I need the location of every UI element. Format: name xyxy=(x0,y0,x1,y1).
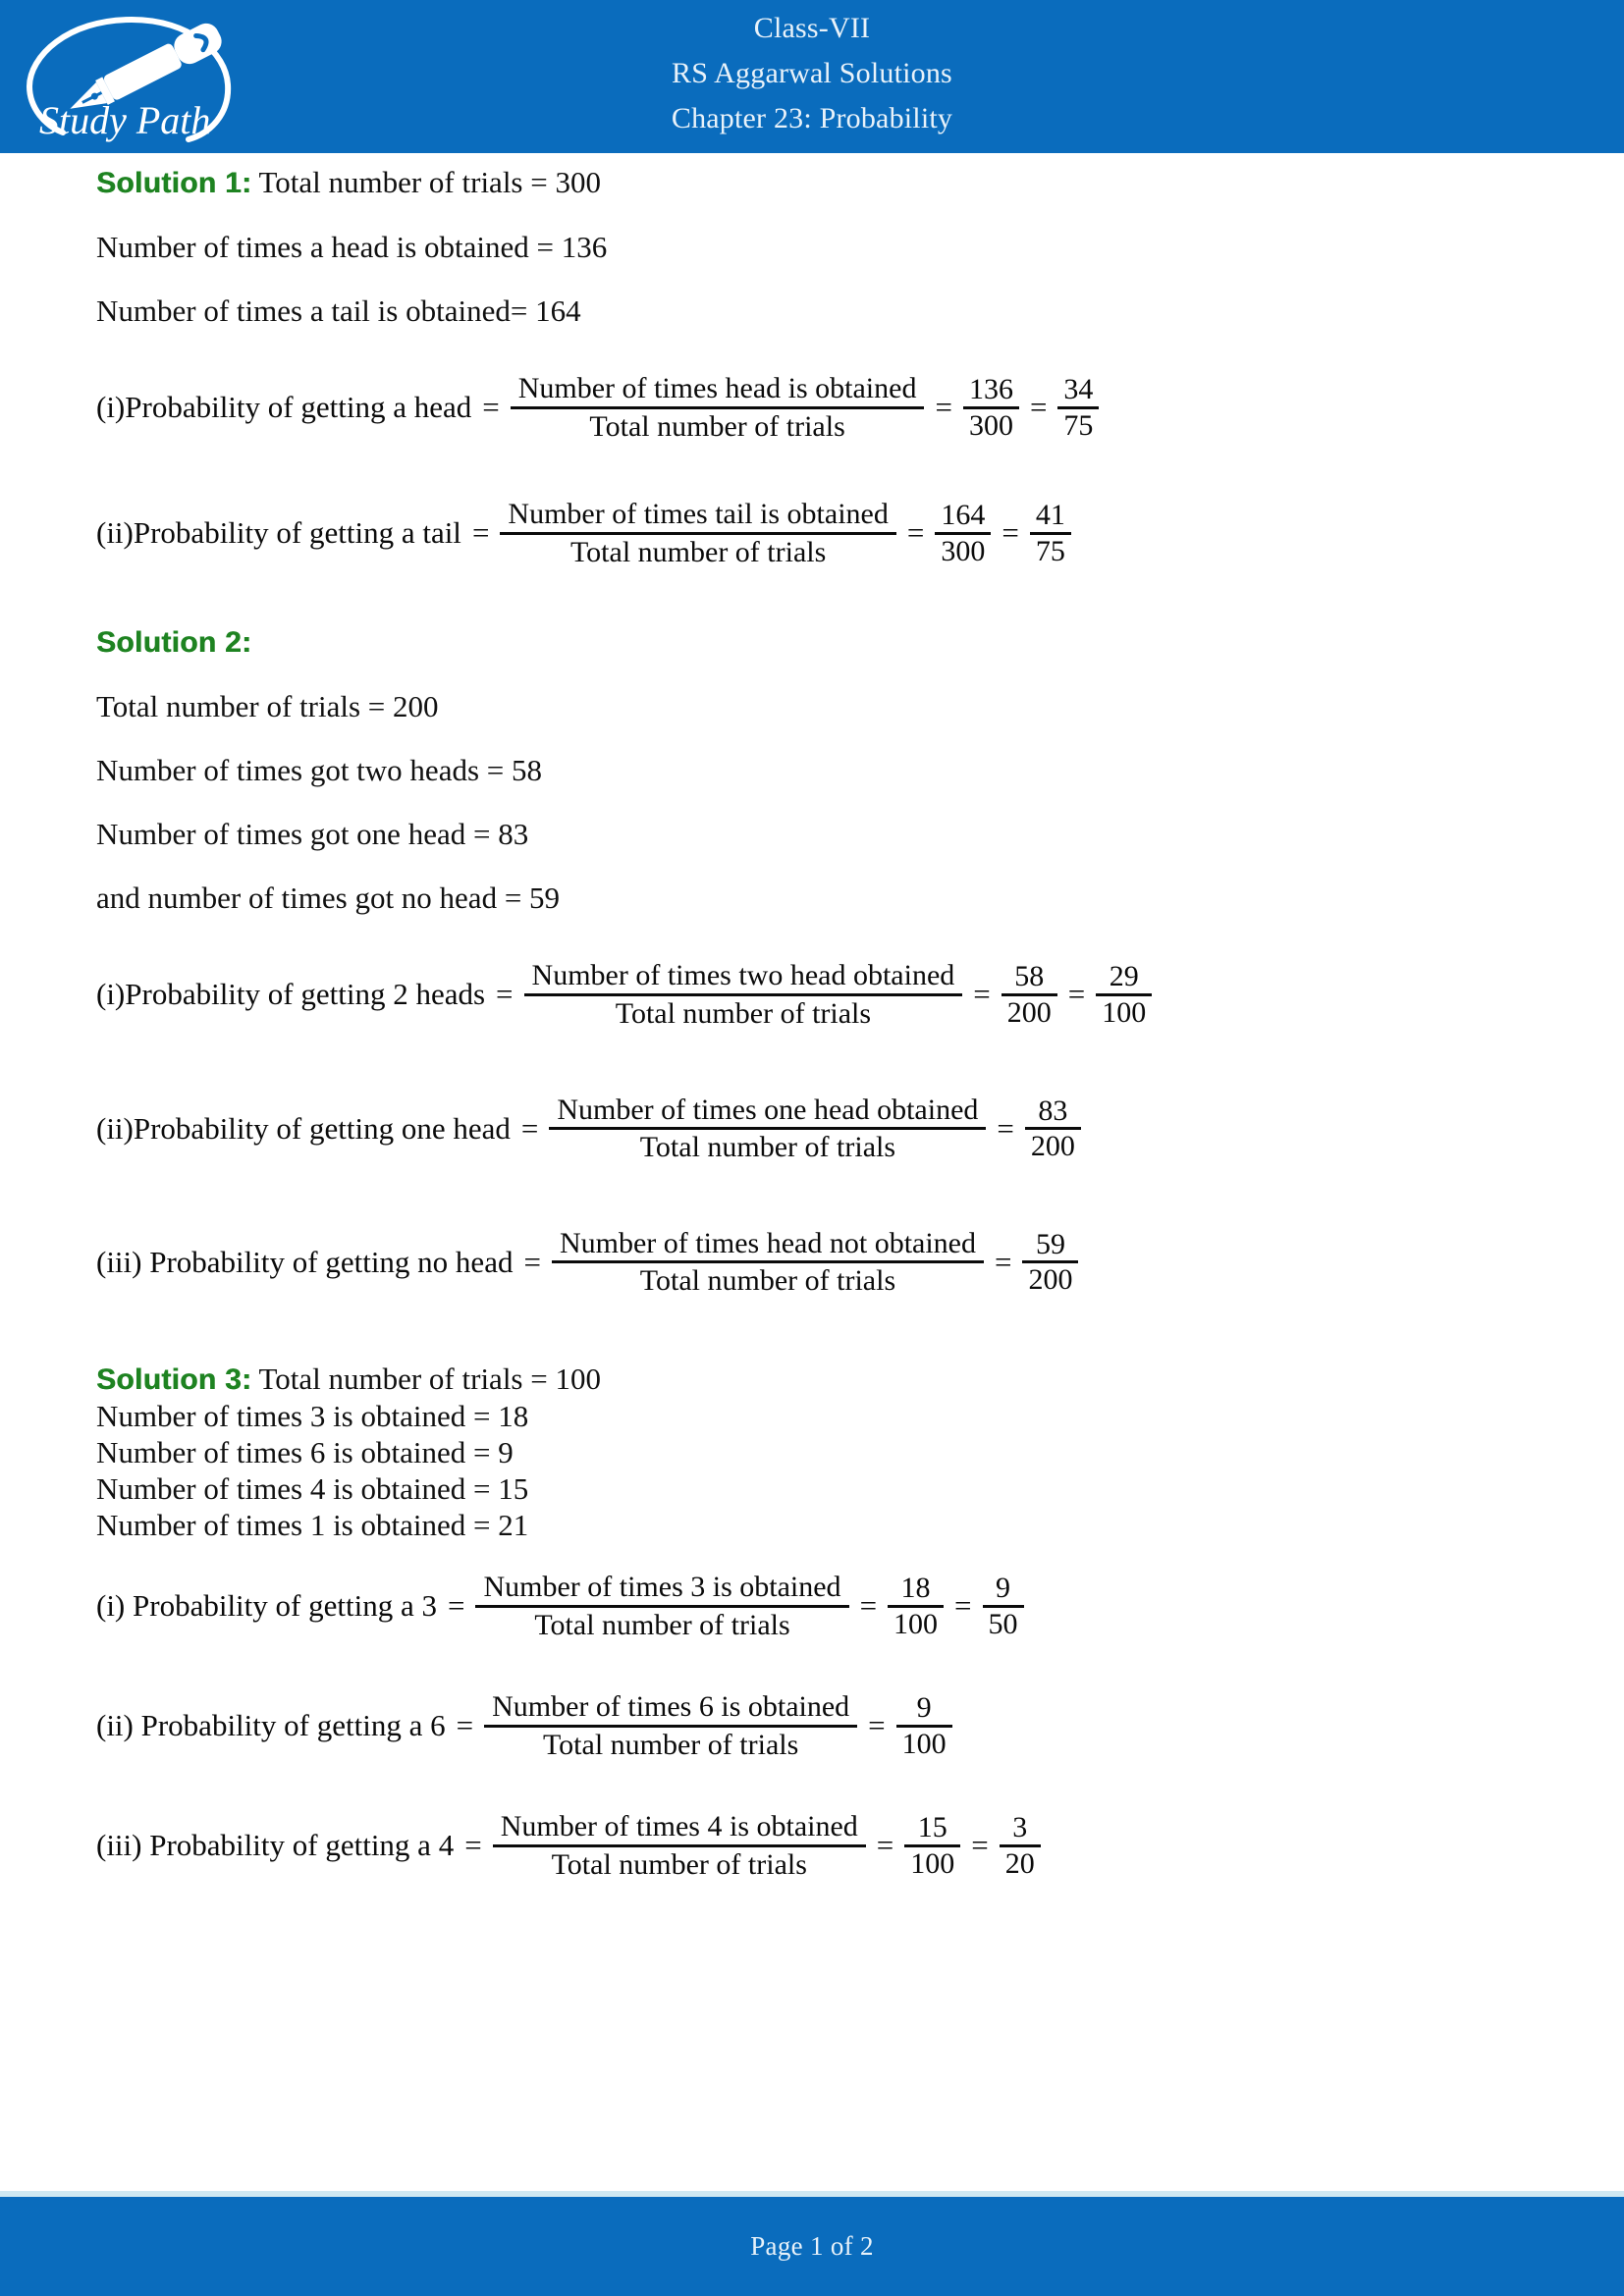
fraction-numerator: 34 xyxy=(1063,373,1094,405)
fraction-denominator: Total number of trials xyxy=(551,1847,807,1881)
fraction-denominator: Total number of trials xyxy=(569,535,827,568)
fraction-denominator: 75 xyxy=(1035,534,1065,567)
fraction-denominator: 100 xyxy=(901,1727,947,1760)
fraction-numeric-2 xyxy=(1000,1811,1041,1880)
equation-equals-3: = xyxy=(971,1828,989,1863)
solution-3-label: Solution 3: xyxy=(96,1362,252,1396)
fraction-main xyxy=(484,1689,857,1762)
equation-equals-1: = xyxy=(456,1708,474,1743)
fraction-denominator: 100 xyxy=(910,1846,955,1880)
fraction-numerator: Number of times head not obtained xyxy=(559,1226,976,1259)
fraction-denominator: Total number of trials xyxy=(639,1264,896,1298)
fraction-main xyxy=(552,1226,984,1299)
equation-lhs: (ii) Probability of getting a 6 xyxy=(96,1708,446,1743)
equation-equals-2: = xyxy=(859,1588,878,1624)
fraction-numeric-1 xyxy=(896,1691,952,1760)
equation-lhs: (ii)Probability of getting a tail xyxy=(96,515,461,551)
fraction-numerator: 83 xyxy=(1038,1094,1068,1127)
fraction-denominator: Total number of trials xyxy=(639,1131,896,1164)
fraction-numeric-2 xyxy=(983,1572,1024,1640)
solution-3-equation-ii xyxy=(0,1689,1624,1762)
solution-2-label: Solution 2: xyxy=(96,626,252,660)
equation-equals-3: = xyxy=(1001,515,1019,551)
page-number: Page 1 of 2 xyxy=(750,2231,874,2261)
fraction-denominator: 200 xyxy=(1028,1263,1073,1297)
solution-1-line-1: Number of times a head is obtained = 136 xyxy=(96,230,608,264)
solution-2-equation-iii xyxy=(0,1226,1624,1299)
fraction-numerator: Number of times two head obtained xyxy=(531,959,955,992)
solution-2-line-4: and number of times got no head = 59 xyxy=(96,881,561,916)
fraction-main xyxy=(549,1093,986,1165)
solution-1-line-2: Number of times a tail is obtained= 164 xyxy=(96,294,581,328)
solution-2-line-3: Number of times got one head = 83 xyxy=(96,817,529,852)
solution-1-equation-ii xyxy=(0,497,1624,569)
solution-1-intro: Total number of trials = 300 xyxy=(258,165,601,199)
solution-2-line-2: Number of times got two heads = 58 xyxy=(96,753,542,788)
fraction-numerator: 29 xyxy=(1109,960,1139,993)
fraction-numerator: 59 xyxy=(1035,1227,1065,1260)
equation-equals-2: = xyxy=(995,1244,1012,1279)
equation-lhs: (i)Probability of getting 2 heads xyxy=(96,977,486,1012)
fraction-numerator: 136 xyxy=(968,373,1013,405)
solution-2-heading xyxy=(0,626,1624,658)
equation-equals-3: = xyxy=(954,1588,972,1624)
fraction-numerator: 164 xyxy=(941,499,986,532)
equation-equals-1: = xyxy=(496,977,514,1012)
fraction-denominator: Total number of trials xyxy=(615,996,872,1030)
fraction-denominator: 300 xyxy=(941,534,986,567)
solution-3-equation-i xyxy=(0,1570,1624,1642)
header-class-line: Class-VII xyxy=(753,12,871,44)
equation-equals-2: = xyxy=(997,1110,1014,1146)
solution-3-line-2: Number of times 6 is obtained = 9 xyxy=(96,1434,514,1469)
fraction-numerator: 9 xyxy=(916,1691,932,1725)
fraction-numeric-1 xyxy=(904,1811,960,1880)
solution-1-equation-i xyxy=(0,371,1624,444)
fraction-numeric-1 xyxy=(888,1572,944,1640)
fraction-main xyxy=(493,1809,866,1882)
fraction-main xyxy=(524,958,963,1031)
fraction-numeric-1 xyxy=(1001,960,1057,1029)
fraction-numerator: Number of times tail is obtained xyxy=(508,498,889,531)
fraction-denominator: 100 xyxy=(1102,995,1147,1029)
fraction-numeric-1 xyxy=(963,373,1019,442)
fraction-numeric-2 xyxy=(1096,960,1152,1029)
fraction-main xyxy=(475,1570,848,1642)
document-body xyxy=(0,153,1624,2197)
fraction-numerator: 15 xyxy=(917,1811,947,1844)
fraction-numeric-2 xyxy=(1057,373,1099,442)
fraction-numerator: 9 xyxy=(996,1571,1011,1604)
solution-3-equation-iii xyxy=(0,1809,1624,1882)
fraction-denominator: 200 xyxy=(1030,1130,1075,1163)
fraction-numerator: Number of times head is obtained xyxy=(517,372,917,404)
fraction-numeric-1 xyxy=(935,499,991,567)
fraction-numerator: 3 xyxy=(1012,1811,1028,1844)
solution-1-label: Solution 1: xyxy=(96,167,252,199)
header-book-line: RS Aggarwal Solutions xyxy=(672,57,952,89)
equation-equals-2: = xyxy=(868,1708,886,1743)
page-header xyxy=(0,0,1624,153)
fraction-main xyxy=(511,371,925,444)
logo-wordmark: Study Path xyxy=(39,98,211,142)
fraction-numeric-1 xyxy=(1025,1095,1081,1163)
fraction-numerator: Number of times 6 is obtained xyxy=(492,1690,850,1724)
header-chapter-line: Chapter 23: Probability xyxy=(671,102,953,134)
equation-equals-3: = xyxy=(1067,977,1086,1012)
fraction-denominator: 300 xyxy=(968,408,1013,442)
fraction-numerator: 58 xyxy=(1014,960,1045,993)
equation-equals-3: = xyxy=(1029,390,1048,425)
solution-3-intro: Total number of trials = 100 xyxy=(258,1361,601,1396)
equation-lhs: (i) Probability of getting a 3 xyxy=(96,1587,437,1623)
solution-3-line-1: Number of times 3 is obtained = 18 xyxy=(96,1398,529,1433)
fraction-denominator: 75 xyxy=(1063,408,1094,442)
equation-equals-1: = xyxy=(520,1110,539,1146)
solution-2-equation-ii xyxy=(0,1093,1624,1165)
fraction-numerator: Number of times one head obtained xyxy=(557,1093,979,1126)
fraction-numerator: Number of times 4 is obtained xyxy=(500,1810,858,1843)
equation-equals-1: = xyxy=(482,390,500,425)
equation-equals-1: = xyxy=(447,1588,465,1624)
equation-equals-2: = xyxy=(876,1828,894,1863)
header-titles xyxy=(0,6,1624,141)
fraction-denominator: 50 xyxy=(988,1607,1018,1640)
equation-equals-2: = xyxy=(906,515,925,551)
fraction-numeric-2 xyxy=(1030,499,1071,567)
fraction-denominator: Total number of trials xyxy=(534,1608,790,1641)
solution-3-heading xyxy=(0,1363,1624,1395)
solution-3-line-4: Number of times 1 is obtained = 21 xyxy=(96,1507,529,1542)
equation-equals-1: = xyxy=(464,1828,482,1863)
page-footer xyxy=(0,2197,1624,2296)
fraction-denominator: Total number of trials xyxy=(542,1728,799,1761)
equation-lhs: (i)Probability of getting a head xyxy=(96,390,472,425)
fraction-main xyxy=(500,497,895,569)
equation-equals-2: = xyxy=(935,390,952,425)
equation-lhs: (iii) Probability of getting no head xyxy=(96,1244,514,1279)
equation-lhs: (ii)Probability of getting one head xyxy=(96,1110,511,1146)
fraction-denominator: 200 xyxy=(1006,995,1052,1029)
fraction-numeric-1 xyxy=(1022,1228,1078,1297)
equation-equals-1: = xyxy=(523,1244,541,1279)
fraction-denominator: 20 xyxy=(1004,1846,1035,1880)
solution-2-equation-i xyxy=(0,958,1624,1031)
equation-equals-1: = xyxy=(471,515,490,551)
equation-lhs: (iii) Probability of getting a 4 xyxy=(96,1828,455,1863)
fraction-denominator: 100 xyxy=(893,1607,939,1640)
fraction-numerator: 18 xyxy=(900,1571,931,1604)
equation-equals-2: = xyxy=(973,977,991,1012)
solution-3-line-3: Number of times 4 is obtained = 15 xyxy=(96,1470,529,1506)
solution-1-heading xyxy=(0,167,1624,198)
solution-2-line-1: Total number of trials = 200 xyxy=(96,689,439,724)
fraction-denominator: Total number of trials xyxy=(589,409,845,443)
fraction-numerator: Number of times 3 is obtained xyxy=(483,1570,841,1603)
fraction-numerator: 41 xyxy=(1035,499,1065,532)
